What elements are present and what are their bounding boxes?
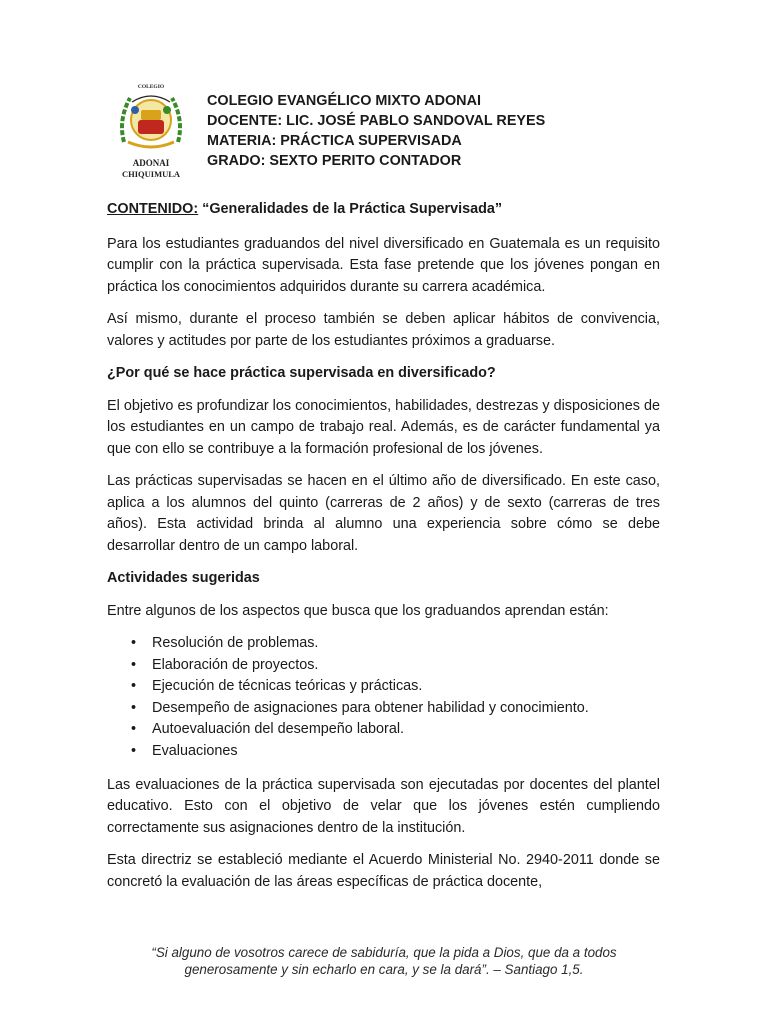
content-label: CONTENIDO: — [107, 201, 199, 217]
teacher-name: DOCENTE: LIC. JOSÉ PABLO SANDOVAL REYES — [207, 113, 546, 129]
school-emblem-icon — [112, 80, 190, 180]
list-item: • Elaboración de proyectos. — [152, 655, 660, 677]
footer-quote-line-2: generosamente y sin echarlo en cara, y se la dará”. – Santiago 1,5. — [184, 962, 584, 977]
svg-text:ADONAI: ADONAI — [132, 158, 170, 168]
paragraph-4: Las prácticas supervisadas se hacen en el último año de diversificado. En este caso, aplica a los alumnos del quinto (carreras de 2 años) y de sexto (carreras de tres años). Esta actividad brinda al alumno una experiencia sobre cómo se debe desarrollar dentro de un campo laboral. — [107, 473, 660, 554]
paragraph-3: El objetivo es profundizar los conocimientos, habilidades, destrezas y disposiciones de los estudiantes en un campo de trabajo real. Además, es de carácter fundamental ya que con ello se contribuye a la formación profesional de los jóvenes. — [107, 397, 660, 457]
list-item: • Desempeño de asignaciones para obtener habilidad y conocimiento. — [152, 698, 660, 720]
list-item: • Resolución de problemas. — [152, 633, 660, 655]
section-heading-why: ¿Por qué se hace práctica supervisada en diversificado? — [107, 365, 496, 381]
paragraph-5: Entre algunos de los aspectos que busca que los graduandos aprendan están: — [107, 602, 609, 619]
content-title-text: “Generalidades de la Práctica Supervisada” — [202, 201, 503, 217]
list-item: • Evaluaciones — [152, 741, 660, 763]
document-body — [107, 199, 660, 893]
paragraph-7: Esta directriz se estableció mediante el Acuerdo Ministerial No. 2940-2011 donde se concretó la evaluación de las áreas específicas de práctica docente, — [107, 852, 660, 890]
list-item: • Ejecución de técnicas teóricas y prácticas. — [152, 676, 660, 698]
section-heading-activities: Actividades sugeridas — [107, 570, 260, 586]
paragraph-6: Las evaluaciones de la práctica supervisada son ejecutadas por docentes del plantel educativo. Esto con el objetivo de velar que los jóvenes estén cumpliendo correctamente sus asignaciones dentro de la institución. — [107, 776, 660, 836]
content-title — [107, 199, 660, 221]
svg-text:COLEGIO: COLEGIO — [137, 84, 165, 90]
school-logo — [112, 80, 190, 180]
subject-name: MATERIA: PRÁCTICA SUPERVISADA — [207, 133, 462, 149]
document-header — [207, 91, 545, 171]
paragraph-2: Así mismo, durante el proceso también se deben aplicar hábitos de convivencia, valores y actitudes por parte de los estudiantes próximos a graduarse. — [107, 311, 660, 349]
paragraph-1: Para los estudiantes graduandos del nivel diversificado en Guatemala es un requisito cumplir con la práctica supervisada. Esta fase pretende que los jóvenes pongan en práctica los conocimientos adquiridos durante su carrera académica. — [107, 235, 660, 295]
footer-quote — [110, 944, 658, 978]
grade-name: GRADO: SEXTO PERITO CONTADOR — [207, 153, 462, 169]
footer-quote-line-1: “Si alguno de vosotros carece de sabiduría, que la pida a Dios, que da a todos — [151, 945, 617, 960]
school-name: COLEGIO EVANGÉLICO MIXTO ADONAI — [207, 93, 481, 109]
svg-text:CHIQUIMULA: CHIQUIMULA — [121, 169, 181, 179]
activities-list — [107, 633, 660, 763]
list-item: • Autoevaluación del desempeño laboral. — [152, 719, 660, 741]
